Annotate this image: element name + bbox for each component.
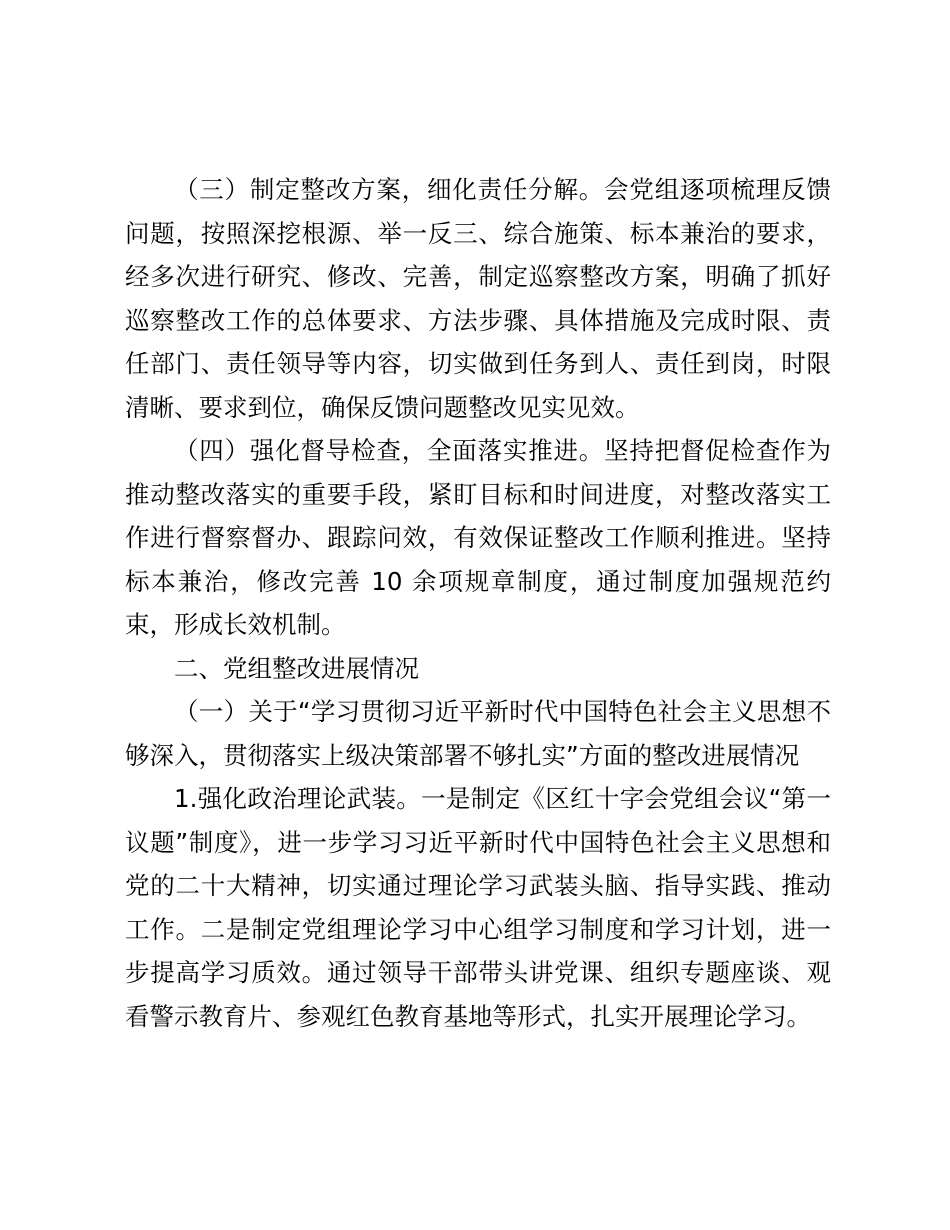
paragraph-section-3: （三）制定整改方案，细化责任分解。会党组逐项梳理反馈问题，按照深挖根源、举一反三、综合施策、标本兼治的要求，经多次进行研究、修改、完善，制定巡察整改方案，明确了抓好巡察整改工作的总体要求、方法步骤、具体措施及完成时限、责任部门、责任领导等内容，切实做到任务到人、责任到岗，时限清晰、要求到位，确保反馈问题整改见实见效。 [125, 175, 831, 422]
document-body [125, 168, 831, 1038]
paragraph-section-4: （四）强化督导检查，全面落实推进。坚持把督促检查作为推动整改落实的重要手段，紧盯目标和时间进度，对整改落实工作进行督察督办、跟踪问效，有效保证整改工作顺利推进。坚持标本兼治，修改完善 10 余项规章制度，通过制度加强规范约束，形成长效机制。 [125, 436, 831, 639]
subsection-heading-1: （一）关于“学习贯彻习近平新时代中国特色社会主义思想不够深入，贯彻落实上级决策部署不够扎实”方面的整改进展情况 [125, 697, 831, 770]
section-heading-2: 二、党组整改进展情况 [174, 653, 419, 683]
paragraph-item-1: 1.强化政治理论武装。一是制定《区红十字会党组会议“第一议题”制度》，进一步学习习近平新时代中国特色社会主义思想和党的二十大精神，切实通过理论学习武装头脑、指导实践、推动工作。二是制定党组理论学习中心组学习制度和学习计划，进一步提高学习质效。通过领导干部带头讲党课、组织专题座谈、观看警示教育片、参观红色教育基地等形式，扎实开展理论学习。 [125, 784, 831, 1031]
